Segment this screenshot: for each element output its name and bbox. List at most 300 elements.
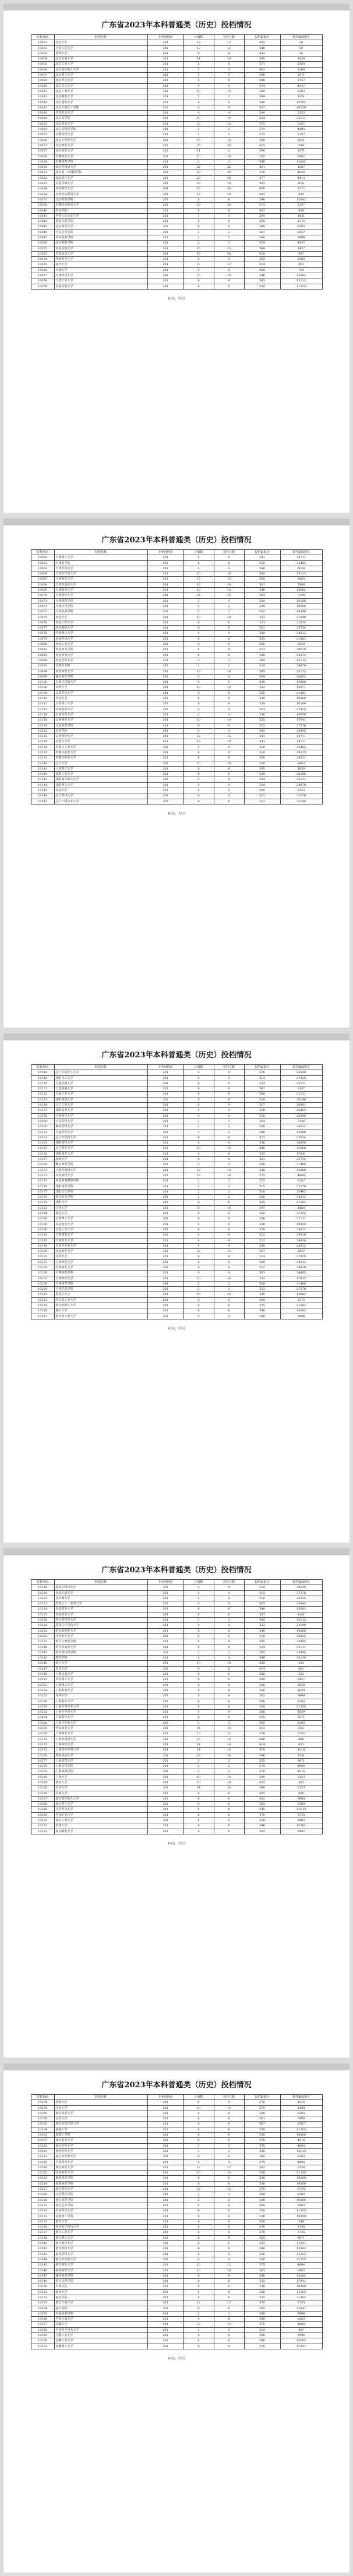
school-name-cell: 辽宁中医药大学 <box>54 1135 147 1140</box>
page-footer: 第3页，共5页 <box>167 1326 186 1331</box>
table-cell: 201 <box>147 582 183 587</box>
table-cell: 201 <box>147 1764 183 1769</box>
table-cell: 515 <box>244 1184 280 1189</box>
table-cell: 3 <box>183 132 214 137</box>
table-row <box>31 257 322 262</box>
table-cell: 15 <box>183 246 214 251</box>
table-cell: 10356 <box>31 2317 54 2322</box>
school-name-cell: 江苏大学 <box>54 2116 147 2122</box>
table-cell: 6 <box>214 1081 244 1086</box>
table-cell: 3 <box>214 1618 244 1623</box>
table-cell: 10089 <box>31 658 54 663</box>
school-name-cell: 大连理工大学 <box>54 766 147 771</box>
table-cell: 541 <box>244 739 280 744</box>
school-name-cell: 江南大学 <box>54 2105 147 2111</box>
column-header: 院校名称 <box>54 1580 147 1585</box>
table-cell: 201 <box>147 1081 183 1086</box>
table-row <box>31 89 322 94</box>
table-cell: 12 <box>183 2263 214 2268</box>
table-cell: 201 <box>147 1265 183 1270</box>
table-row <box>31 1281 322 1286</box>
table-row <box>31 1118 322 1124</box>
table-cell: 6 <box>214 2306 244 2311</box>
table-cell: 201 <box>147 2333 183 2338</box>
table-cell: 2150 <box>280 2165 322 2170</box>
table-cell: 8 <box>214 1086 244 1092</box>
table-cell: 20 <box>183 175 214 181</box>
table-cell: 520 <box>244 1195 280 1200</box>
table-cell: 303 <box>280 1780 322 1785</box>
table-cell: 6 <box>214 1259 244 1265</box>
table-cell: 15 <box>214 246 244 251</box>
table-row <box>31 1666 322 1671</box>
table-cell: 38136 <box>280 1656 322 1661</box>
table-row <box>31 739 322 744</box>
table-cell: 5745 <box>280 2230 322 2235</box>
table-cell: 570 <box>244 2187 280 2192</box>
table-cell: 14 <box>183 593 214 598</box>
table-cell: 540 <box>244 2273 280 2278</box>
table-cell: 6 <box>214 1200 244 1205</box>
table-cell: 14 <box>214 1726 244 1731</box>
table-row <box>31 1753 322 1758</box>
table-cell: 8 <box>214 2100 244 2105</box>
table-cell: 6 <box>214 620 244 625</box>
table-cell: 498 <box>244 1656 280 1661</box>
table-row <box>31 718 322 723</box>
table-row <box>31 2219 322 2224</box>
table-cell: 201 <box>147 1633 183 1639</box>
table-cell: 201 <box>147 2219 183 2224</box>
table-cell: 201 <box>147 1124 183 1130</box>
table-cell: 4 <box>183 631 214 636</box>
table-cell: 21111 <box>280 1092 322 1097</box>
table-cell: 15082 <box>280 1308 322 1314</box>
table-cell: 3 <box>214 1130 244 1135</box>
table-cell: 8 <box>183 2230 214 2235</box>
document-page <box>3 1548 350 2058</box>
table-cell: 573 <box>244 132 280 137</box>
table-cell: 201 <box>147 2230 183 2235</box>
table-cell: 880 <box>280 1737 322 1742</box>
table-cell: 10346 <box>31 2268 54 2273</box>
table-row <box>31 1297 322 1303</box>
table-cell: 8283 <box>280 2203 322 2208</box>
column-header: 投档最低排位 <box>280 1580 322 1585</box>
table-cell: 201 <box>147 723 183 728</box>
table-cell: 23190 <box>280 1623 322 1628</box>
table-row <box>31 1265 322 1270</box>
table-cell: 541 <box>244 555 280 560</box>
table-row <box>31 1227 322 1232</box>
school-name-cell: 长治学院 <box>54 728 147 733</box>
table-cell: 518 <box>244 1108 280 1113</box>
table-cell: 27278 <box>280 1184 322 1189</box>
table-cell: 10 <box>183 1292 214 1297</box>
table-cell: 10028 <box>31 154 54 159</box>
table-cell: 201 <box>147 2181 183 2186</box>
table-cell: 518 <box>244 560 280 566</box>
table-cell: 6 <box>214 1715 244 1720</box>
table-header-row <box>31 2095 322 2100</box>
table-cell: 26590 <box>280 1113 322 1118</box>
table-cell: 27278 <box>280 723 322 728</box>
table-row <box>31 701 322 707</box>
table-cell: 608 <box>244 267 280 273</box>
table-cell: 540 <box>244 159 280 164</box>
table-cell: 201 <box>147 2148 183 2154</box>
table-cell: 545 <box>244 1618 280 1623</box>
table-cell: 586 <box>244 78 280 83</box>
table-cell: 19200 <box>280 2133 322 2138</box>
table-cell: 6387 <box>280 2122 322 2127</box>
school-name-cell: 外交学院 <box>54 208 147 213</box>
table-cell: 10032 <box>31 175 54 181</box>
page-footer: 第5页，共5页 <box>167 2356 186 2360</box>
table-cell: 589 <box>244 1677 280 1682</box>
school-name-cell: 辽宁大学 <box>54 761 147 766</box>
table-cell: 201 <box>147 2344 183 2349</box>
table-cell: 201 <box>147 2214 183 2219</box>
table-cell: 4 <box>214 674 244 679</box>
table-cell: 570 <box>244 2300 280 2306</box>
table-cell: 29010 <box>280 1233 322 1238</box>
table-cell: 667 <box>280 2327 322 2332</box>
table-row <box>31 45 322 51</box>
table-row <box>31 1103 322 1108</box>
school-name-cell: 同济大学 <box>54 1666 147 1671</box>
table-cell: 8 <box>214 1211 244 1216</box>
table-cell: 24312 <box>280 652 322 658</box>
table-cell: 4 <box>214 1113 244 1118</box>
table-cell: 10004 <box>31 57 54 62</box>
table-cell: 201 <box>147 2279 183 2284</box>
school-name-cell: 中国农业大学 <box>54 111 147 116</box>
table-cell: 2 <box>183 664 214 669</box>
table-cell: 9241 <box>280 1612 322 1617</box>
table-cell: 4 <box>214 1108 244 1113</box>
school-name-cell: 吉林体育学院 <box>54 1281 147 1286</box>
table-cell: 201 <box>147 267 183 273</box>
table-header-row <box>31 1580 322 1585</box>
table-cell: 6 <box>183 1081 214 1086</box>
table-cell: 201 <box>147 257 183 262</box>
table-cell: 2 <box>214 664 244 669</box>
table-cell: 4 <box>214 2203 244 2208</box>
table-row <box>31 1607 322 1612</box>
table-cell: 16 <box>183 181 214 186</box>
table-cell: 589 <box>244 246 280 251</box>
table-cell: 565 <box>244 154 280 159</box>
table-cell: 21583 <box>280 2295 322 2300</box>
school-name-cell: 东北师范大学 <box>54 1249 147 1254</box>
table-row <box>31 593 322 598</box>
table-cell: 6 <box>214 1097 244 1102</box>
school-name-cell: 吉林师范大学 <box>54 1259 147 1265</box>
table-cell: 10471 <box>280 685 322 690</box>
table-cell: 10344 <box>31 2257 54 2262</box>
table-cell: 622 <box>244 1780 280 1785</box>
table-cell: 10312 <box>31 2143 54 2148</box>
table-cell: 10013 <box>31 94 54 100</box>
table-cell: 10112 <box>31 701 54 707</box>
school-name-cell: 合肥工业大学 <box>54 2333 147 2338</box>
table-cell: 10 <box>183 2268 214 2273</box>
table-cell: 10320 <box>31 2171 54 2176</box>
table-row <box>31 631 322 636</box>
table-cell: 15082 <box>280 2338 322 2344</box>
school-name-cell: 上海师范大学 <box>54 1731 147 1737</box>
table-cell: 554 <box>244 701 280 707</box>
school-name-cell: 承德医学院 <box>54 664 147 669</box>
table-cell: 8 <box>183 2116 214 2122</box>
table-cell: 201 <box>147 1661 183 1666</box>
table-cell: 573 <box>244 121 280 126</box>
school-name-cell: 南京大学 <box>54 1780 147 1785</box>
table-cell: 10 <box>214 1774 244 1780</box>
table-cell: 6 <box>214 224 244 230</box>
table-cell: 10179 <box>31 1200 54 1205</box>
school-name-cell: 北京中医药大学 <box>54 137 147 143</box>
school-name-cell: 常州大学 <box>54 1823 147 1829</box>
column-header: 院校名称 <box>54 1065 147 1070</box>
table-cell: 3 <box>183 598 214 604</box>
table-cell: 524 <box>244 1081 280 1086</box>
school-name-cell: 山西财经大学 <box>54 734 147 739</box>
table-cell: 10345 <box>31 2263 54 2268</box>
school-name-cell: 哈尔滨理工大学 <box>54 1303 147 1308</box>
table-cell: 12 <box>183 121 214 126</box>
school-name-cell: 上海体育大学 <box>54 1758 147 1763</box>
table-cell: 6 <box>214 2284 244 2289</box>
table-cell: 4 <box>214 1314 244 1319</box>
table-cell: 4 <box>183 1103 214 1108</box>
table-cell: 12762 <box>280 100 322 105</box>
table-row <box>31 2143 322 2148</box>
table-cell: 4 <box>214 2252 244 2257</box>
school-name-cell: 内蒙古师范大学 <box>54 756 147 761</box>
table-cell: 10307 <box>31 2138 54 2143</box>
table-cell: 8883 <box>280 1818 322 1823</box>
table-cell: 10166 <box>31 1151 54 1156</box>
table-cell: 10062 <box>31 560 54 566</box>
table-cell: 4 <box>183 1314 214 1319</box>
table-row <box>31 1731 322 1737</box>
school-name-cell: 大连海事大学 <box>54 1086 147 1092</box>
school-name-cell: 北京科技大学 <box>54 78 147 83</box>
table-cell: 10203 <box>31 1259 54 1265</box>
table-cell: 6 <box>183 2295 214 2300</box>
table-cell: 4 <box>183 1222 214 1227</box>
table-cell: 601 <box>244 165 280 170</box>
school-name-cell: 石家庄铁道大学 <box>54 680 147 685</box>
table-cell: 530 <box>244 1222 280 1227</box>
table-cell: 10153 <box>31 1097 54 1102</box>
table-row <box>31 40 322 45</box>
table-cell: 10092 <box>31 664 54 669</box>
table-cell: 11355 <box>280 284 322 289</box>
table-cell: 201 <box>147 669 183 674</box>
school-name-cell: 天津外国语大学 <box>54 582 147 587</box>
table-cell: 3 <box>214 159 244 164</box>
table-cell: 6 <box>183 2306 214 2311</box>
table-cell: 6387 <box>280 1086 322 1092</box>
table-cell: 14 <box>214 593 244 598</box>
table-cell: 525 <box>244 1303 280 1308</box>
table-cell: 6 <box>183 2241 214 2246</box>
table-cell: 10046 <box>31 230 54 235</box>
table-cell: 4 <box>183 1162 214 1167</box>
table-cell: 10 <box>183 2105 214 2111</box>
table-cell: 201 <box>147 1758 183 1763</box>
table-cell: 550 <box>244 2171 280 2176</box>
table-cell: 201 <box>147 57 183 62</box>
table-cell: 201 <box>147 1314 183 1319</box>
school-name-cell: 北京外国语大学 <box>54 165 147 170</box>
table-cell: 2 <box>183 1650 214 1655</box>
table-cell: 8 <box>183 1612 214 1617</box>
table-cell: 8 <box>183 219 214 224</box>
table-cell: 201 <box>147 1227 183 1232</box>
table-cell: 29010 <box>280 1238 322 1243</box>
table-cell: 520 <box>244 1227 280 1232</box>
table-row <box>31 154 322 159</box>
table-cell: 4 <box>214 728 244 733</box>
table-cell: 628 <box>244 1661 280 1666</box>
table-cell: 201 <box>147 1141 183 1146</box>
table-cell: 21111 <box>280 1216 322 1222</box>
table-cell: 21583 <box>280 1200 322 1205</box>
table-cell: 203 <box>280 1661 322 1666</box>
table-cell: 10341 <box>31 2246 54 2252</box>
table-cell: 201 <box>147 696 183 701</box>
table-cell: 582 <box>244 1796 280 1801</box>
table-cell: 10269 <box>31 1726 54 1731</box>
table-cell: 17041 <box>280 2279 322 2284</box>
table-cell: 8 <box>214 1645 244 1650</box>
school-name-cell: 沈阳体育学院 <box>54 1184 147 1189</box>
table-row <box>31 1124 322 1130</box>
school-name-cell: 黑河学院 <box>54 1656 147 1661</box>
school-name-cell: 天津大学 <box>54 267 147 273</box>
table-row <box>31 1818 322 1823</box>
table-cell: 3389 <box>280 1802 322 1807</box>
table-cell: 201 <box>147 604 183 609</box>
table-cell: 2 <box>183 1764 214 1769</box>
table-cell: 6 <box>214 2246 244 2252</box>
table-row <box>31 1742 322 1747</box>
table-cell: 348 <box>280 2219 322 2224</box>
table-cell: 6 <box>183 1829 214 1834</box>
table-cell: 10151 <box>31 1086 54 1092</box>
table-cell: 530 <box>244 2197 280 2203</box>
table-cell: 3996 <box>280 1314 322 1319</box>
table-cell: 6 <box>183 1791 214 1796</box>
table-cell: 632 <box>280 1726 322 1731</box>
table-row <box>31 1774 322 1780</box>
table-row <box>31 149 322 154</box>
table-row <box>31 1189 322 1194</box>
table-cell: 20 <box>183 170 214 175</box>
table-cell: 201 <box>147 1097 183 1102</box>
table-cell: 201 <box>147 1818 183 1823</box>
table-cell: 10233 <box>31 1639 54 1645</box>
table-cell: 6 <box>183 1308 214 1314</box>
table-cell: 10163 <box>31 1141 54 1146</box>
table-cell: 4 <box>183 1233 214 1238</box>
table-cell: 10043 <box>31 224 54 230</box>
table-cell: 19200 <box>280 2176 322 2181</box>
table-cell: 24870 <box>280 664 322 669</box>
table-cell: 10109 <box>31 690 54 696</box>
table-row <box>31 2197 322 2203</box>
school-name-cell: 北京交通大学 <box>54 57 147 62</box>
table-cell: 3 <box>214 712 244 717</box>
page-title: 广东省2023年本科普通类（历史）投档情况 <box>101 2081 252 2090</box>
table-cell: 10052 <box>31 246 54 251</box>
table-cell: 16 <box>214 1205 244 1211</box>
school-name-cell: 沈阳航空航天大学 <box>54 777 147 782</box>
table-cell: 201 <box>147 1748 183 1753</box>
table-cell: 6 <box>183 2344 214 2349</box>
table-cell: 201 <box>147 690 183 696</box>
table-cell: 22634 <box>280 620 322 625</box>
table-row <box>31 598 322 604</box>
table-cell: 4 <box>214 1103 244 1108</box>
table-cell: 14 <box>183 57 214 62</box>
table-cell: 201 <box>147 154 183 159</box>
table-cell: 10 <box>183 571 214 577</box>
table-cell: 10031 <box>31 170 54 175</box>
table-cell: 201 <box>147 1650 183 1655</box>
table-cell: 10157 <box>31 1108 54 1113</box>
table-cell: 560 <box>244 2192 280 2197</box>
table-row <box>31 1276 322 1281</box>
table-cell: 2 <box>183 1184 214 1189</box>
document-page <box>3 1033 350 1543</box>
table-cell: 2041 <box>280 181 322 186</box>
school-name-cell: 沈阳师范大学 <box>54 1151 147 1156</box>
table-cell: 4804 <box>280 1764 322 1769</box>
table-cell: 508 <box>244 1162 280 1167</box>
table-cell: 10279 <box>31 1769 54 1774</box>
table-cell: 578 <box>244 1748 280 1753</box>
table-row <box>31 2138 322 2143</box>
table-cell: 3 <box>214 73 244 78</box>
table-cell: 201 <box>147 1612 183 1617</box>
table-cell: 530 <box>244 604 280 609</box>
school-name-cell: 廊坊师范学院 <box>54 674 147 679</box>
table-cell: 579 <box>244 127 280 132</box>
table-row <box>31 267 322 273</box>
table-cell: 19200 <box>280 696 322 701</box>
table-row <box>31 1243 322 1248</box>
table-cell: 201 <box>147 213 183 218</box>
table-row <box>31 1216 322 1222</box>
table-cell: 10041 <box>31 213 54 218</box>
table-cell: 2 <box>214 1195 244 1200</box>
table-cell: 10264 <box>31 1715 54 1720</box>
table-cell: 201 <box>147 750 183 755</box>
table-cell: 2 <box>214 2192 244 2197</box>
school-name-cell: 东南大学 <box>54 1791 147 1796</box>
table-cell: 505 <box>244 1639 280 1645</box>
table-cell: 1931 <box>280 94 322 100</box>
table-cell: 4804 <box>280 2159 322 2165</box>
table-cell: 201 <box>147 2138 183 2143</box>
table-cell: 6 <box>183 2338 214 2344</box>
school-name-cell: 白城师范学院 <box>54 1271 147 1276</box>
